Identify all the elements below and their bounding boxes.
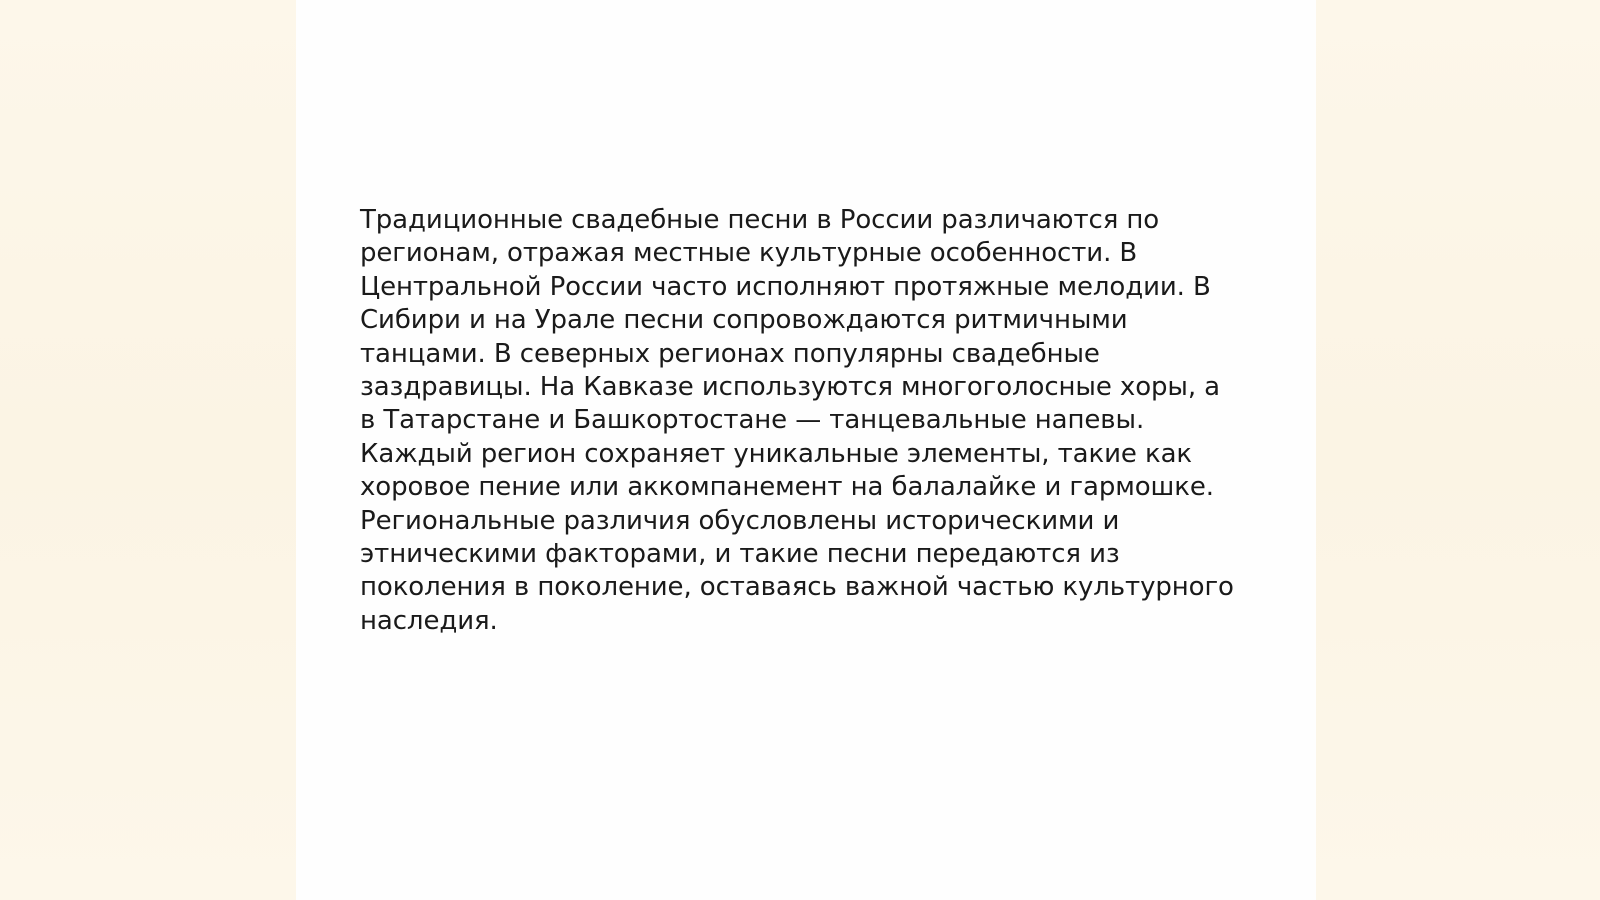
left-margin-background <box>0 0 296 900</box>
document-page <box>296 0 1316 900</box>
right-margin-background <box>1316 0 1600 900</box>
body-paragraph: Традиционные свадебные песни в России различаются по регионам, отражая местные культурные особенности. В Центральной России часто исполняют протяжные мелодии. В Сибири и на Урале песни сопровождаются ритмичными танцами. В северных регионах популярны свадебные заздравицы. На Кавказе используются многоголосные хоры, а в Татарстане и Башкортостане — танцевальные напевы. Каждый регион сохраняет уникальные элементы, такие как хоровое пение или аккомпанемент на балалайке и гармошке. Региональные различия обусловлены историческими и этническими факторами, и такие песни передаются из поколения в поколение, оставаясь важной частью культурного наследия. <box>360 205 1234 636</box>
